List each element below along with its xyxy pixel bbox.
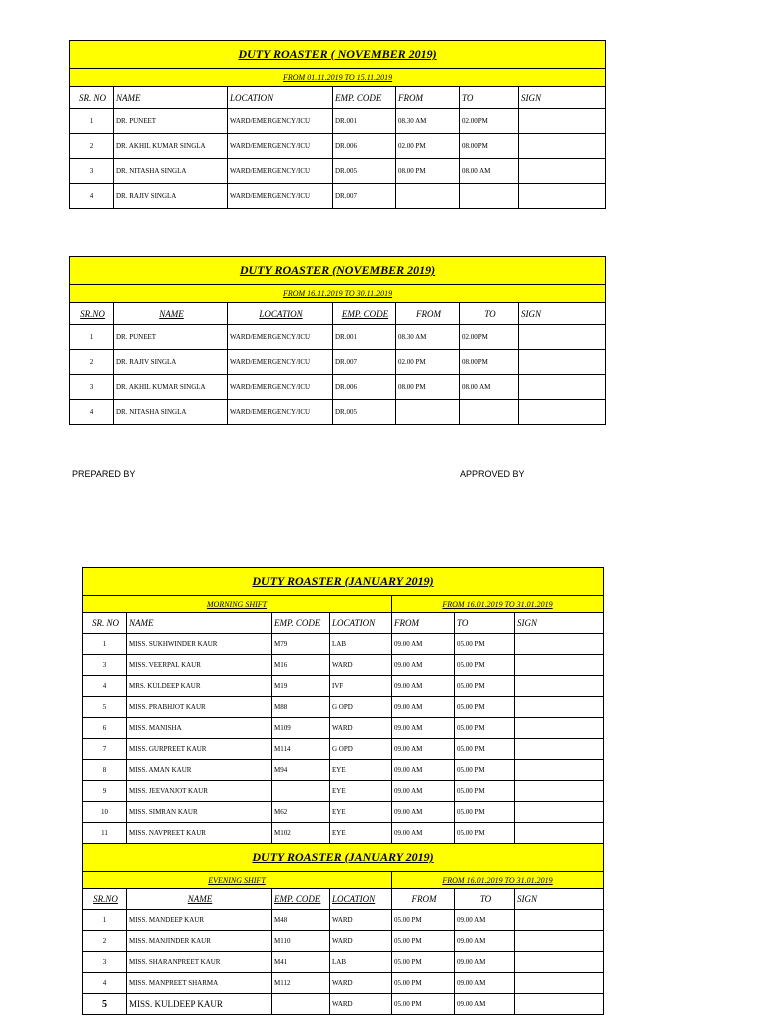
table-row [70, 350, 606, 375]
cell-to: 05.00 PM [455, 823, 515, 844]
cell-from: 09.00 AM [392, 634, 455, 655]
cell-to [460, 184, 519, 209]
cell-from: 09.00 AM [392, 739, 455, 760]
cell-name: DR. PUNEET [114, 109, 228, 134]
table-row [70, 109, 606, 134]
cell-to: 05.00 PM [455, 781, 515, 802]
cell-code: M48 [272, 910, 330, 931]
table-row [83, 931, 604, 952]
col-header-name: NAME [114, 87, 228, 109]
cell-name: MISS. SHARANPREET KAUR [127, 952, 272, 973]
col-header-to: TO [455, 613, 515, 634]
cell-name: MISS. PRABHJOT KAUR [127, 697, 272, 718]
cell-code: DR.006 [333, 134, 396, 159]
cell-from: 05.00 PM [392, 973, 455, 994]
cell-sign [519, 350, 606, 375]
cell-code: DR.001 [333, 109, 396, 134]
roster-period: FROM 16.11.2019 TO 30.11.2019 [70, 285, 606, 303]
cell-code [272, 994, 330, 1015]
cell-name: MISS. SIMRAN KAUR [127, 802, 272, 823]
cell-from: 09.00 AM [392, 823, 455, 844]
cell-to: 05.00 PM [455, 655, 515, 676]
cell-code: DR.007 [333, 350, 396, 375]
table-row [83, 802, 604, 823]
cell-code: DR.007 [333, 184, 396, 209]
cell-from: 08.00 PM [396, 159, 460, 184]
cell-sr: 6 [83, 718, 127, 739]
cell-location: EYE [330, 781, 392, 802]
cell-from: 02.00 PM [396, 134, 460, 159]
cell-sr: 2 [70, 134, 114, 159]
cell-sign [515, 823, 604, 844]
cell-sr: 3 [83, 952, 127, 973]
cell-location: WARD [330, 718, 392, 739]
col-header-name: NAME [127, 613, 272, 634]
cell-to: 08.00PM [460, 350, 519, 375]
cell-code: M19 [272, 676, 330, 697]
col-header-location: LOCATION [330, 613, 392, 634]
cell-location: WARD/EMERGENCY/ICU [228, 134, 333, 159]
cell-sr: 4 [83, 676, 127, 697]
cell-code: DR.001 [333, 325, 396, 350]
cell-to: 09.00 AM [455, 994, 515, 1015]
table-row [83, 760, 604, 781]
approved-by-label: APPROVED BY [460, 469, 525, 479]
table-row [83, 655, 604, 676]
cell-from: 09.00 AM [392, 718, 455, 739]
cell-location: WARD/EMERGENCY/ICU [228, 159, 333, 184]
col-header-name: NAME [114, 303, 228, 325]
cell-to: 08.00 AM [460, 159, 519, 184]
cell-sign [515, 655, 604, 676]
roster-period: FROM 01.11.2019 TO 15.11.2019 [70, 69, 606, 87]
cell-location: EYE [330, 802, 392, 823]
cell-from: 09.00 AM [392, 781, 455, 802]
cell-code: M114 [272, 739, 330, 760]
cell-name: MRS. KULDEEP KAUR [127, 676, 272, 697]
table-row [83, 697, 604, 718]
cell-name: MISS. AMAN KAUR [127, 760, 272, 781]
cell-sr: 1 [83, 910, 127, 931]
prepared-by-label: PREPARED BY [72, 469, 136, 479]
cell-from: 05.00 PM [392, 952, 455, 973]
cell-to: 09.00 AM [455, 910, 515, 931]
col-header-sr-no: SR.NO [83, 889, 127, 910]
roster-title-evening: DUTY ROASTER (JANUARY 2019) [83, 844, 604, 872]
cell-to: 05.00 PM [455, 697, 515, 718]
cell-code: M110 [272, 931, 330, 952]
table-row [70, 159, 606, 184]
table-row [83, 718, 604, 739]
cell-sign [519, 184, 606, 209]
cell-location: WARD [330, 655, 392, 676]
cell-name: MISS. MANPREET SHARMA [127, 973, 272, 994]
cell-name: DR. NITASHA SINGLA [114, 400, 228, 425]
cell-code: DR.006 [333, 375, 396, 400]
cell-name: MISS. MANDEEP KAUR [127, 910, 272, 931]
cell-from: 09.00 AM [392, 697, 455, 718]
cell-sign [515, 802, 604, 823]
cell-from: 09.00 AM [392, 676, 455, 697]
table-row [83, 910, 604, 931]
cell-name: MISS. NAVPREET KAUR [127, 823, 272, 844]
cell-code: M16 [272, 655, 330, 676]
cell-name: DR. RAJIV SINGLA [114, 350, 228, 375]
table-row [83, 952, 604, 973]
col-header-from: FROM [392, 613, 455, 634]
table-row [70, 184, 606, 209]
cell-from [396, 184, 460, 209]
col-header-sign: SIGN [515, 613, 604, 634]
cell-name: MISS. MANISHA [127, 718, 272, 739]
cell-sr: 3 [83, 655, 127, 676]
cell-sr: 1 [83, 634, 127, 655]
cell-to: 09.00 AM [455, 952, 515, 973]
duty-roster-table-january [82, 567, 604, 1015]
cell-location: G OPD [330, 697, 392, 718]
cell-sr: 11 [83, 823, 127, 844]
cell-sign [515, 973, 604, 994]
cell-name: MISS. GURPREET KAUR [127, 739, 272, 760]
col-header-from: FROM [396, 87, 460, 109]
cell-to: 05.00 PM [455, 802, 515, 823]
cell-from [396, 400, 460, 425]
col-header-sr-no: SR. NO [83, 613, 127, 634]
cell-code: M88 [272, 697, 330, 718]
table-row [70, 325, 606, 350]
col-header-sign: SIGN [519, 303, 606, 325]
table-row [83, 676, 604, 697]
cell-from: 05.00 PM [392, 910, 455, 931]
cell-name: MISS. MANJINDER KAUR [127, 931, 272, 952]
cell-code: M102 [272, 823, 330, 844]
cell-sign [519, 325, 606, 350]
col-header-to: TO [460, 87, 519, 109]
cell-to [460, 400, 519, 425]
duty-roster-table-1 [69, 40, 606, 209]
cell-to: 02.00PM [460, 109, 519, 134]
cell-to: 05.00 PM [455, 739, 515, 760]
cell-to: 05.00 PM [455, 676, 515, 697]
table-row [83, 634, 604, 655]
table-row [83, 973, 604, 994]
cell-sign [519, 134, 606, 159]
cell-sr: 3 [70, 159, 114, 184]
cell-name: MISS. SUKHWINDER KAUR [127, 634, 272, 655]
cell-code: DR.005 [333, 159, 396, 184]
cell-sr: 2 [83, 931, 127, 952]
col-header-location: LOCATION [330, 889, 392, 910]
col-header-from: FROM [396, 303, 460, 325]
cell-from: 09.00 AM [392, 802, 455, 823]
col-header-to: TO [460, 303, 519, 325]
cell-to: 05.00 PM [455, 760, 515, 781]
col-header-sr-no: SR. NO [70, 87, 114, 109]
cell-sign [515, 952, 604, 973]
cell-sign [515, 634, 604, 655]
cell-from: 08.30 AM [396, 325, 460, 350]
cell-location: WARD [330, 994, 392, 1015]
cell-name: DR. AKHIL KUMAR SINGLA [114, 375, 228, 400]
table-row [70, 375, 606, 400]
cell-sign [519, 109, 606, 134]
table-row [83, 823, 604, 844]
cell-sr: 3 [70, 375, 114, 400]
cell-to: 08.00 AM [460, 375, 519, 400]
roster-period-morning: FROM 16.01.2019 TO 31.01.2019 [392, 596, 604, 613]
cell-name: DR. AKHIL KUMAR SINGLA [114, 134, 228, 159]
cell-code: M41 [272, 952, 330, 973]
cell-code [272, 781, 330, 802]
roster-title: DUTY ROASTER (NOVEMBER 2019) [70, 257, 606, 285]
cell-to: 09.00 AM [455, 973, 515, 994]
cell-name: DR. RAJIV SINGLA [114, 184, 228, 209]
cell-code: M79 [272, 634, 330, 655]
cell-location: IVF [330, 676, 392, 697]
cell-sign [519, 375, 606, 400]
cell-sign [515, 910, 604, 931]
table-row [70, 134, 606, 159]
cell-sign [515, 781, 604, 802]
cell-location: WARD/EMERGENCY/ICU [228, 375, 333, 400]
cell-sr: 1 [70, 109, 114, 134]
cell-to: 02.00PM [460, 325, 519, 350]
cell-sign [519, 159, 606, 184]
cell-location: LAB [330, 952, 392, 973]
cell-sr: 10 [83, 802, 127, 823]
shift-name-morning: MORNING SHIFT [83, 596, 392, 613]
cell-location: WARD/EMERGENCY/ICU [228, 109, 333, 134]
cell-from: 09.00 AM [392, 655, 455, 676]
cell-location: EYE [330, 760, 392, 781]
table-row [70, 400, 606, 425]
cell-from: 08.00 PM [396, 375, 460, 400]
cell-to: 05.00 PM [455, 718, 515, 739]
col-header-sign: SIGN [519, 87, 606, 109]
cell-from: 05.00 PM [392, 931, 455, 952]
cell-to: 05.00 PM [455, 634, 515, 655]
col-header-name: NAME [127, 889, 272, 910]
cell-from: 09.00 AM [392, 760, 455, 781]
col-header-emp-code: EMP. CODE [333, 303, 396, 325]
col-header-from: FROM [392, 889, 455, 910]
cell-sign [515, 760, 604, 781]
cell-sign [515, 676, 604, 697]
col-header-sign: SIGN [515, 889, 604, 910]
cell-sr: 9 [83, 781, 127, 802]
cell-sr: 8 [83, 760, 127, 781]
col-header-emp-code: EMP. CODE [333, 87, 396, 109]
table-row [83, 994, 604, 1015]
shift-name-evening: EVENING SHIFT [83, 872, 392, 889]
cell-sr: 4 [70, 400, 114, 425]
cell-sign [515, 697, 604, 718]
cell-sr: 5 [83, 994, 127, 1015]
cell-location: EYE [330, 823, 392, 844]
cell-sign [519, 400, 606, 425]
cell-location: G OPD [330, 739, 392, 760]
cell-code: M109 [272, 718, 330, 739]
cell-sr: 7 [83, 739, 127, 760]
col-header-location: LOCATION [228, 303, 333, 325]
cell-sign [515, 994, 604, 1015]
cell-from: 05.00 PM [392, 994, 455, 1015]
cell-code: M94 [272, 760, 330, 781]
cell-sr: 4 [70, 184, 114, 209]
cell-location: WARD/EMERGENCY/ICU [228, 325, 333, 350]
cell-sr: 1 [70, 325, 114, 350]
cell-location: WARD/EMERGENCY/ICU [228, 184, 333, 209]
cell-to: 08.00PM [460, 134, 519, 159]
cell-sr: 5 [83, 697, 127, 718]
cell-from: 02.00 PM [396, 350, 460, 375]
roster-title: DUTY ROASTER ( NOVEMBER 2019) [70, 41, 606, 69]
cell-location: LAB [330, 634, 392, 655]
roster-period-evening: FROM 16.01.2019 TO 31.01.2019 [392, 872, 604, 889]
col-header-emp-code: EMP. CODE [272, 889, 330, 910]
cell-location: WARD [330, 973, 392, 994]
table-row [83, 781, 604, 802]
cell-code: M62 [272, 802, 330, 823]
cell-location: WARD [330, 910, 392, 931]
cell-to: 09.00 AM [455, 931, 515, 952]
cell-name: MISS. JEEVANJOT KAUR [127, 781, 272, 802]
cell-code: M112 [272, 973, 330, 994]
col-header-to: TO [455, 889, 515, 910]
cell-sr: 2 [70, 350, 114, 375]
roster-title: DUTY ROASTER (JANUARY 2019) [83, 568, 604, 596]
cell-location: WARD/EMERGENCY/ICU [228, 400, 333, 425]
cell-name: MISS. KULDEEP KAUR [127, 994, 272, 1015]
duty-roster-table-2 [69, 256, 606, 425]
col-header-location: LOCATION [228, 87, 333, 109]
cell-location: WARD/EMERGENCY/ICU [228, 350, 333, 375]
cell-name: MISS. VEERPAL KAUR [127, 655, 272, 676]
cell-location: WARD [330, 931, 392, 952]
cell-sr: 4 [83, 973, 127, 994]
cell-sign [515, 739, 604, 760]
table-row [83, 739, 604, 760]
col-header-emp-code: EMP. CODE [272, 613, 330, 634]
cell-sign [515, 718, 604, 739]
cell-name: DR. PUNEET [114, 325, 228, 350]
cell-from: 08.30 AM [396, 109, 460, 134]
cell-sign [515, 931, 604, 952]
cell-code: DR.005 [333, 400, 396, 425]
col-header-sr-no: SR.NO [70, 303, 114, 325]
cell-name: DR. NITASHA SINGLA [114, 159, 228, 184]
